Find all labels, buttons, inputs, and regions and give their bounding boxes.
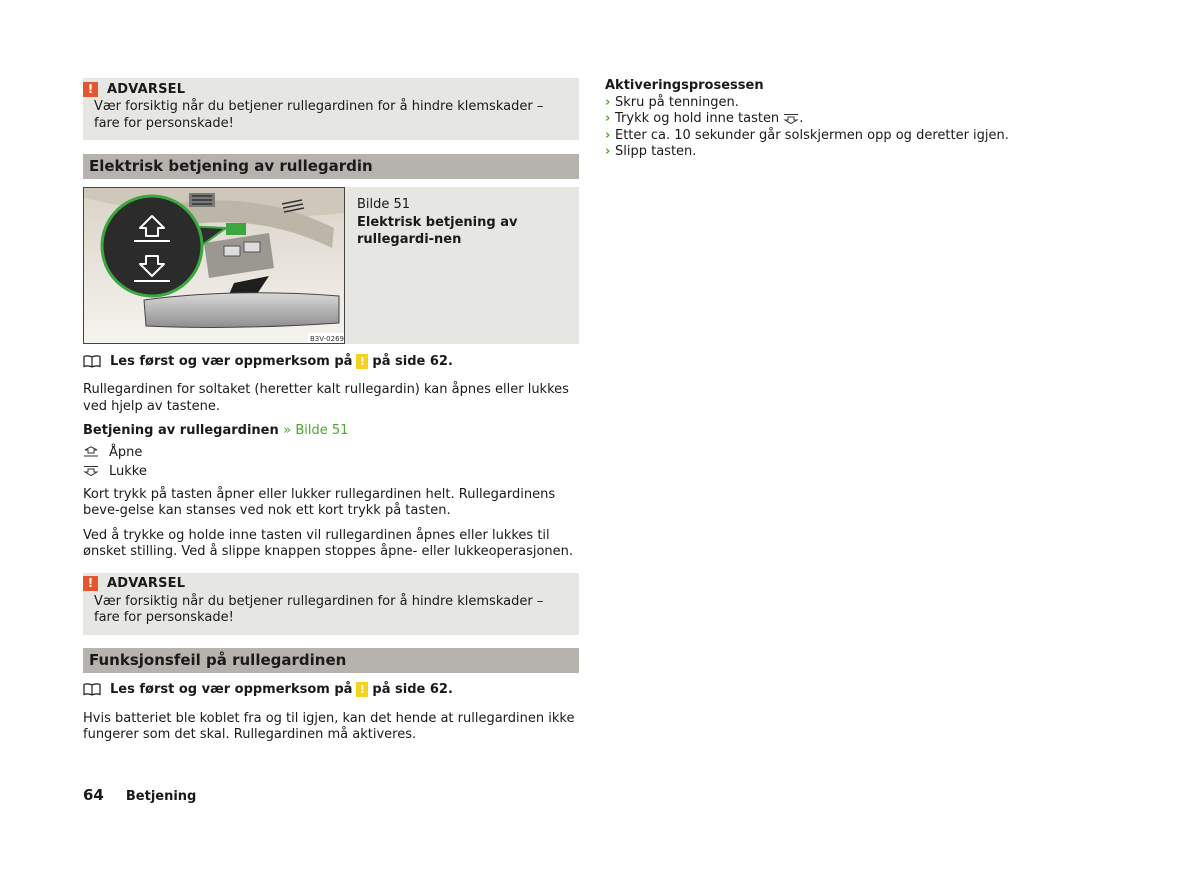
battery-paragraph: Hvis batteriet ble koblet fra og til igjen, kan det hende at rullegardinen ikke fungerer som det skal. Rullegardinen må aktiveres. bbox=[83, 710, 575, 742]
activation-title: Aktiveringsprosessen bbox=[605, 78, 764, 93]
open-arrow-icon bbox=[83, 446, 99, 458]
figure-reference-link[interactable]: » Bilde 51 bbox=[283, 423, 349, 438]
book-icon bbox=[83, 355, 101, 368]
step-text: Slipp tasten. bbox=[615, 144, 697, 159]
figure bbox=[83, 187, 579, 344]
read-first-note bbox=[83, 352, 579, 370]
chevron-right-icon: › bbox=[605, 111, 611, 126]
chevron-right-icon: › bbox=[605, 144, 611, 159]
step-item bbox=[605, 144, 1085, 161]
warning-icon: ! bbox=[83, 576, 98, 591]
step-text-end: . bbox=[799, 111, 804, 126]
step-text: Skru på tenningen. bbox=[615, 94, 739, 110]
right-column bbox=[605, 78, 1085, 161]
page-footer bbox=[83, 786, 196, 804]
book-icon bbox=[83, 683, 101, 696]
intro-paragraph: Rullegardinen for soltaket (heretter kalt rullegardin) kan åpnes eller lukkes ved hjelp av tastene. bbox=[83, 382, 569, 414]
exclamation-icon: ! bbox=[356, 682, 368, 697]
figure-image bbox=[83, 187, 345, 344]
step-item bbox=[605, 95, 1085, 112]
warning-title: ADVARSEL bbox=[107, 81, 186, 97]
step-item bbox=[605, 111, 1085, 128]
read-first-text: Les først og vær oppmerksom på bbox=[110, 682, 353, 697]
figure-caption: Elektrisk betjening av rullegardi-nen bbox=[357, 214, 518, 247]
close-arrow-icon bbox=[783, 113, 799, 125]
operation-label: Betjening av rullegardinen bbox=[83, 423, 279, 438]
left-column bbox=[83, 78, 579, 744]
warning-header bbox=[83, 81, 569, 97]
close-arrow-icon bbox=[83, 465, 99, 477]
warning-text: Vær forsiktig når du betjener rullegardinen for å hindre klemskader – fare for personskade! bbox=[94, 593, 544, 625]
warning-text: Vær forsiktig når du betjener rullegardinen for å hindre klemskader – fare for personskade! bbox=[94, 99, 544, 131]
operation-label-line bbox=[83, 423, 579, 440]
sunblind-controls-illustration bbox=[84, 188, 344, 343]
read-first-link[interactable]: på side 62. bbox=[372, 682, 453, 697]
short-press-paragraph: Kort trykk på tasten åpner eller lukker rullegardinen helt. Rullegardinens beve-gelse kan stanses ved nok ett kort trykk på tasten. bbox=[83, 486, 556, 518]
key-open-label: Åpne bbox=[109, 444, 143, 460]
warning-icon: ! bbox=[83, 82, 98, 97]
read-first-note bbox=[83, 681, 579, 699]
read-first-text: Les først og vær oppmerksom på bbox=[110, 353, 353, 369]
key-close-row bbox=[83, 462, 579, 481]
chevron-right-icon: › bbox=[605, 94, 611, 110]
section-heading: Funksjonsfeil på rullegardinen bbox=[83, 648, 579, 673]
page-number: 64 bbox=[83, 786, 104, 804]
exclamation-icon: ! bbox=[356, 354, 368, 369]
step-text: Etter ca. 10 sekunder går solskjermen opp og deretter igjen. bbox=[615, 127, 1009, 143]
chevron-right-icon: › bbox=[605, 127, 611, 143]
key-open-row bbox=[83, 443, 579, 462]
footer-section: Betjening bbox=[125, 789, 197, 804]
figure-caption-panel bbox=[345, 187, 579, 344]
step-text: Trykk og hold inne tasten bbox=[615, 111, 780, 126]
section-heading: Elektrisk betjening av rullegardin bbox=[83, 154, 579, 179]
read-first-link[interactable]: på side 62. bbox=[372, 353, 453, 369]
warning-box bbox=[83, 573, 579, 635]
hold-press-paragraph: Ved å trykke og holde inne tasten vil rullegardinen åpnes eller lukkes til ønsket stilling. Ved å slippe knappen stoppes åpne- eller lukkeoperasjonen. bbox=[83, 527, 574, 559]
figure-code: B3V-0269 bbox=[310, 335, 344, 343]
warning-header bbox=[83, 576, 569, 592]
step-item bbox=[605, 128, 1085, 145]
figure-number: Bilde 51 bbox=[357, 197, 411, 212]
warning-box bbox=[83, 78, 579, 140]
warning-title: ADVARSEL bbox=[107, 576, 186, 591]
key-close-label: Lukke bbox=[109, 463, 147, 479]
